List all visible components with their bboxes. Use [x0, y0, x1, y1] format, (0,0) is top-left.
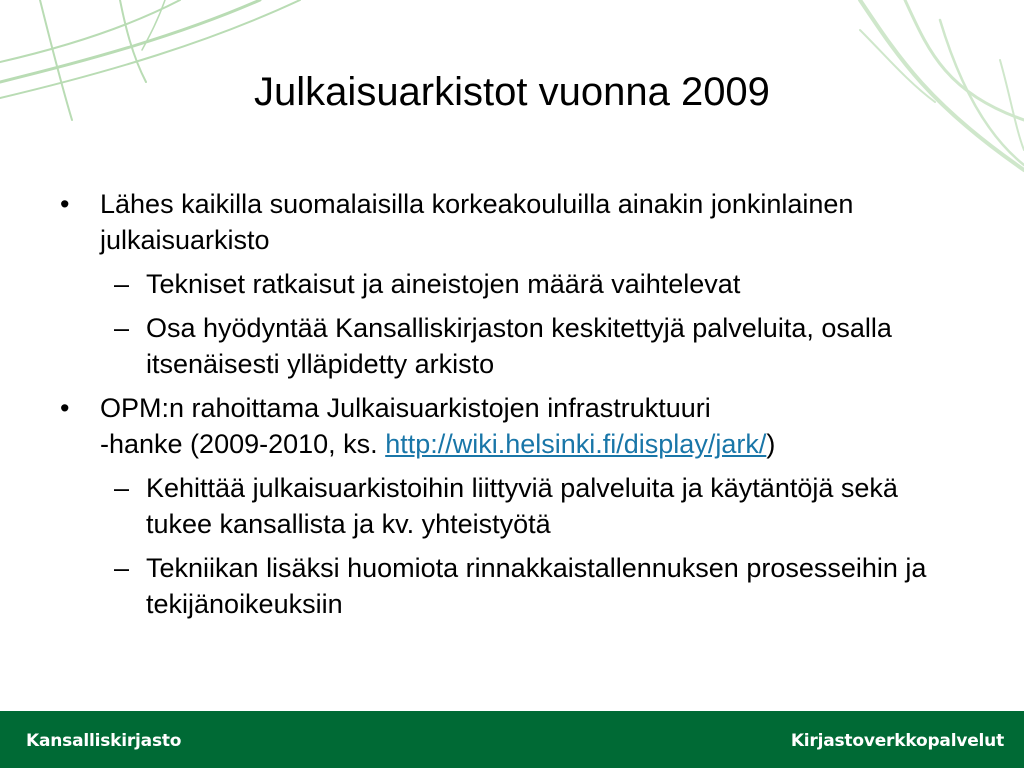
sub-bullet-text: Kehittää julkaisuarkistoihin liittyviä palveluita ja käytäntöjä sekä tukee kansallista ja kv. yhteistyötä [146, 473, 898, 539]
bullet-text-suffix: ) [766, 429, 776, 459]
slide-content [58, 186, 958, 630]
footer-bar [0, 711, 1024, 768]
sub-bullet-marker: – [114, 313, 130, 343]
slide-title: Julkaisuarkistot vuonna 2009 [254, 70, 770, 114]
sub-bullet-item [58, 550, 958, 622]
wiki-link[interactable]: http://wiki.helsinki.fi/display/jark/ [385, 429, 767, 459]
sub-bullet-item [58, 310, 958, 382]
bullet-marker: • [60, 189, 70, 219]
bullet-text-prefix: -hanke (2009-2010, ks. [100, 429, 386, 459]
bullet-text: Lähes kaikilla suomalaisilla korkeakouluilla ainakin jonkinlainen julkaisuarkisto [100, 189, 854, 255]
sub-bullet-marker: – [114, 473, 130, 503]
sub-bullet-marker: – [114, 269, 130, 299]
sub-bullet-item [58, 470, 958, 542]
footer-brand-left: Kansalliskirjasto [26, 731, 182, 751]
sub-bullet-text: Tekniikan lisäksi huomiota rinnakkaistallennuksen prosesseihin ja tekijänoikeuksiin [146, 553, 927, 619]
bullet-item [58, 186, 958, 258]
bullet-text-line: OPM:n rahoittama Julkaisuarkistojen infrastruktuuri [100, 393, 711, 423]
sub-bullet-item [58, 266, 958, 302]
footer-brand-right: Kirjastoverkkopalvelut [790, 731, 1004, 751]
bullet-item [58, 390, 958, 462]
bullet-marker: • [60, 393, 70, 423]
sub-bullet-text: Tekniset ratkaisut ja aineistojen määrä vaihtelevat [146, 269, 741, 299]
sub-bullet-text: Osa hyödyntää Kansalliskirjaston keskitettyjä palveluita, osalla itsenäisesti ylläpidetty arkisto [146, 313, 892, 379]
sub-bullet-marker: – [114, 553, 130, 583]
